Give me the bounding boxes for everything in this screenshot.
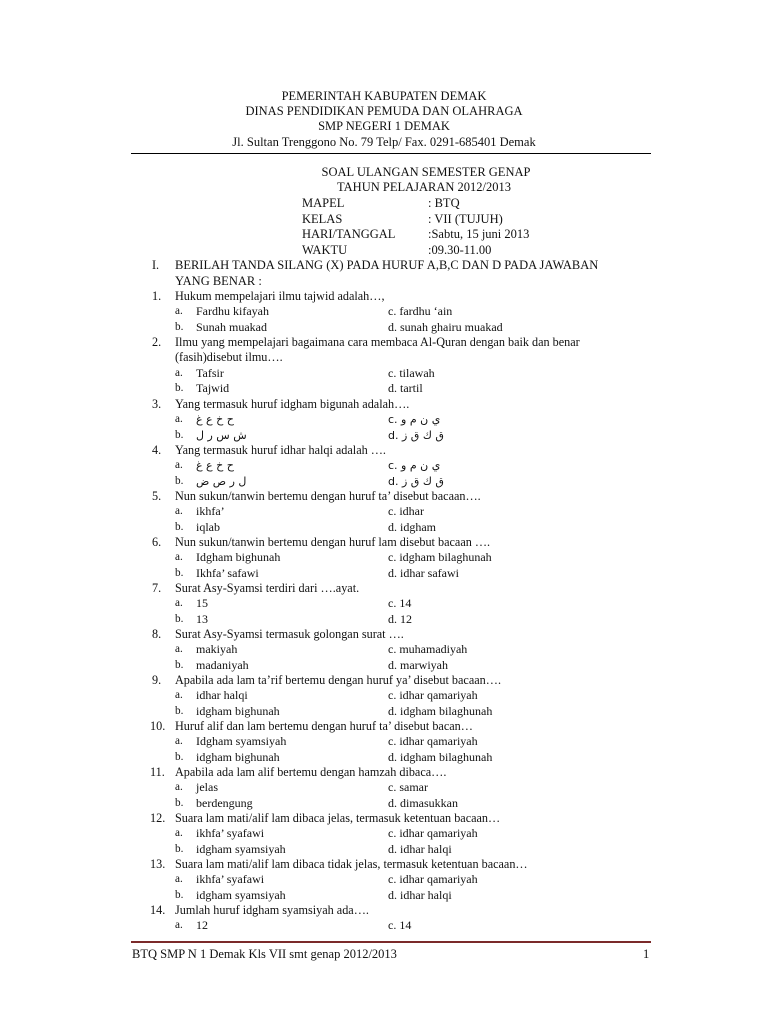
option-d: d. dimasukkan <box>388 795 458 810</box>
meta-label: MAPEL <box>302 196 345 210</box>
option-a: jelas <box>196 780 218 795</box>
option-b: idgham bighunah <box>196 703 280 718</box>
question-text: Apabila ada lam alif bertemu dengan hamzah dibaca…. <box>175 765 447 779</box>
header-line-1: PEMERINTAH KABUPATEN DEMAK <box>281 89 487 103</box>
section-instruction-line2: YANG BENAR : <box>175 274 262 288</box>
question-text: Ilmu yang mempelajari bagaimana cara membaca Al-Quran dengan baik dan benar <box>175 335 580 349</box>
option-a: ikhfa’ syafawi <box>196 826 265 841</box>
section-numeral: I. <box>152 258 160 272</box>
question-number: 6. <box>152 535 162 549</box>
question-number: 11. <box>150 765 165 779</box>
option-c: c. samar <box>388 780 428 795</box>
option-c: c. 14 <box>388 918 412 933</box>
option-letter-a: a. <box>175 413 183 426</box>
option-letter-b: b. <box>175 320 184 333</box>
option-letter-a: a. <box>175 873 183 886</box>
option-c: c. idhar <box>388 504 424 519</box>
question-number: 12. <box>150 811 166 825</box>
option-d: d. tartil <box>388 380 423 395</box>
option-letter-b: b. <box>175 842 184 855</box>
option-d: d. ق ك ق ز <box>388 428 444 442</box>
question-number: 1. <box>152 289 162 303</box>
header-divider <box>131 153 651 154</box>
option-d: d. idhar halqi <box>388 887 452 902</box>
question-text: Yang termasuk huruf idgham bigunah adalah…. <box>175 397 410 411</box>
option-a: ikhfa’ <box>196 504 225 519</box>
meta-label: KELAS <box>302 211 343 226</box>
option-c: c. idhar qamariyah <box>388 826 478 841</box>
option-d: d. idgham <box>388 519 436 534</box>
option-letter-b: b. <box>175 566 184 579</box>
question-number: 4. <box>152 443 162 457</box>
section-instruction-line1: BERILAH TANDA SILANG (X) PADA HURUF A,B,C DAN D PADA JAWABAN <box>175 258 599 272</box>
question-text: Surat Asy-Syamsi terdiri dari ….ayat. <box>175 581 360 595</box>
option-letter-a: a. <box>175 305 183 318</box>
option-a: 12 <box>196 918 208 933</box>
option-b: Tajwid <box>196 380 230 395</box>
option-letter-a: a. <box>175 459 183 472</box>
question-text: Suara lam mati/alif lam dibaca tidak jelas, termasuk ketentuan bacaan… <box>175 857 528 871</box>
option-a: idhar halqi <box>196 688 248 703</box>
meta-value: :09.30-11.00 <box>428 242 492 257</box>
question-number: 3. <box>152 397 162 411</box>
question-number: 8. <box>152 627 162 641</box>
option-b: ش س ر ل <box>196 428 247 442</box>
option-c: c. ي ن م و <box>388 413 441 427</box>
question-number: 7. <box>152 581 162 595</box>
question-text: Suara lam mati/alif lam dibaca jelas, termasuk ketentuan bacaan… <box>175 811 501 825</box>
option-letter-b: b. <box>175 658 184 671</box>
option-b: berdengung <box>196 795 253 810</box>
option-a: ikhfa’ syafawi <box>196 872 265 887</box>
option-b: Sunah muakad <box>196 319 267 334</box>
option-d: d. idgham bilaghunah <box>388 703 493 718</box>
option-c: c. ي ن م و <box>388 459 441 473</box>
option-c: c. tilawah <box>388 365 435 380</box>
question-text: (fasih)disebut ilmu…. <box>175 350 283 365</box>
option-d: d. idhar halqi <box>388 841 452 856</box>
option-a: ح خ ع غ <box>196 413 234 427</box>
option-letter-a: a. <box>175 643 183 656</box>
option-c: c. idhar qamariyah <box>388 872 478 887</box>
option-c: c. idgham bilaghunah <box>388 550 492 565</box>
option-a: 15 <box>196 596 208 611</box>
question-text: Apabila ada lam ta’rif bertemu dengan huruf ya’ disebut bacaan…. <box>175 673 501 687</box>
option-letter-a: a. <box>175 505 183 518</box>
option-letter-a: a. <box>175 827 183 840</box>
option-letter-b: b. <box>175 428 184 441</box>
question-text: Yang termasuk huruf idhar halqi adalah …. <box>175 443 386 457</box>
option-letter-a: a. <box>175 551 183 564</box>
option-c: c. idhar qamariyah <box>388 688 478 703</box>
option-c: c. muhamadiyah <box>388 642 468 657</box>
option-b: madaniyah <box>196 657 249 672</box>
option-letter-a: a. <box>175 919 183 932</box>
question-number: 5. <box>152 489 162 503</box>
option-a: Fardhu kifayah <box>196 304 269 319</box>
option-letter-a: a. <box>175 366 183 379</box>
option-a: Idgham syamsiyah <box>196 734 287 749</box>
option-b: 13 <box>196 611 208 626</box>
option-a: makiyah <box>196 642 238 657</box>
option-d: d. ق ك ق ز <box>388 474 444 488</box>
question-number: 14. <box>150 903 166 917</box>
question-text: Nun sukun/tanwin bertemu dengan huruf lam disebut bacaan …. <box>175 535 491 549</box>
exam-title: SOAL ULANGAN SEMESTER GENAP <box>321 165 531 179</box>
option-letter-b: b. <box>175 381 184 394</box>
question-number: 13. <box>150 857 166 871</box>
option-c: c. 14 <box>388 596 412 611</box>
footer-text: BTQ SMP N 1 Demak Kls VII smt genap 2012/2013 <box>132 947 397 961</box>
option-d: d. marwiyah <box>388 657 448 672</box>
meta-value: : VII (TUJUH) <box>428 211 503 226</box>
meta-value: :Sabtu, 15 juni 2013 <box>428 227 530 241</box>
option-a: ح خ ع غ <box>196 459 234 473</box>
option-b: iqlab <box>196 519 220 534</box>
page-number: 1 <box>643 947 650 961</box>
question-number: 9. <box>152 673 162 687</box>
meta-label: WAKTU <box>302 242 348 257</box>
option-letter-a: a. <box>175 735 183 748</box>
option-d: d. 12 <box>388 611 412 626</box>
meta-value: : BTQ <box>428 196 460 210</box>
footer-divider <box>131 941 651 943</box>
option-letter-b: b. <box>175 750 184 763</box>
option-a: Tafsir <box>196 365 224 380</box>
option-letter-b: b. <box>175 612 184 625</box>
question-text: Hukum mempelajari ilmu tajwid adalah…, <box>175 289 385 303</box>
option-d: d. idhar safawi <box>388 565 459 580</box>
option-c: c. fardhu ‘ain <box>388 304 453 319</box>
header-address: Jl. Sultan Trenggono No. 79 Telp/ Fax. 0291-685401 Demak <box>232 135 536 149</box>
question-number: 2. <box>152 335 162 349</box>
option-b: Ikhfa’ safawi <box>196 565 259 580</box>
option-letter-b: b. <box>175 888 184 901</box>
exam-year: TAHUN PELAJARAN 2012/2013 <box>337 180 511 194</box>
option-b: idgham syamsiyah <box>196 841 286 856</box>
meta-label: HARI/TANGGAL <box>302 227 396 241</box>
question-text: Surat Asy-Syamsi termasuk golongan surat …. <box>175 627 404 641</box>
option-a: Idgham bighunah <box>196 550 281 565</box>
option-b: ل ر ص ض <box>196 474 247 488</box>
option-letter-b: b. <box>175 474 184 487</box>
option-d: d. sunah ghairu muakad <box>388 319 503 334</box>
option-letter-a: a. <box>175 597 183 610</box>
option-c: c. idhar qamariyah <box>388 734 478 749</box>
question-number: 10. <box>150 719 166 733</box>
question-text: Nun sukun/tanwin bertemu dengan huruf ta’ disebut bacaan…. <box>175 489 481 503</box>
option-letter-b: b. <box>175 704 184 717</box>
option-letter-a: a. <box>175 781 183 794</box>
option-b: idgham syamsiyah <box>196 887 286 902</box>
option-b: idgham bighunah <box>196 749 280 764</box>
question-text: Jumlah huruf idgham syamsiyah ada…. <box>175 903 369 917</box>
option-letter-b: b. <box>175 520 184 533</box>
option-d: d. idgham bilaghunah <box>388 749 493 764</box>
header-line-2: DINAS PENDIDIKAN PEMUDA DAN OLAHRAGA <box>245 104 523 118</box>
header-line-3: SMP NEGERI 1 DEMAK <box>318 119 450 133</box>
question-text: Huruf alif dan lam bertemu dengan huruf ta’ disebut bacan… <box>175 719 473 733</box>
option-letter-a: a. <box>175 689 183 702</box>
option-letter-b: b. <box>175 796 184 809</box>
